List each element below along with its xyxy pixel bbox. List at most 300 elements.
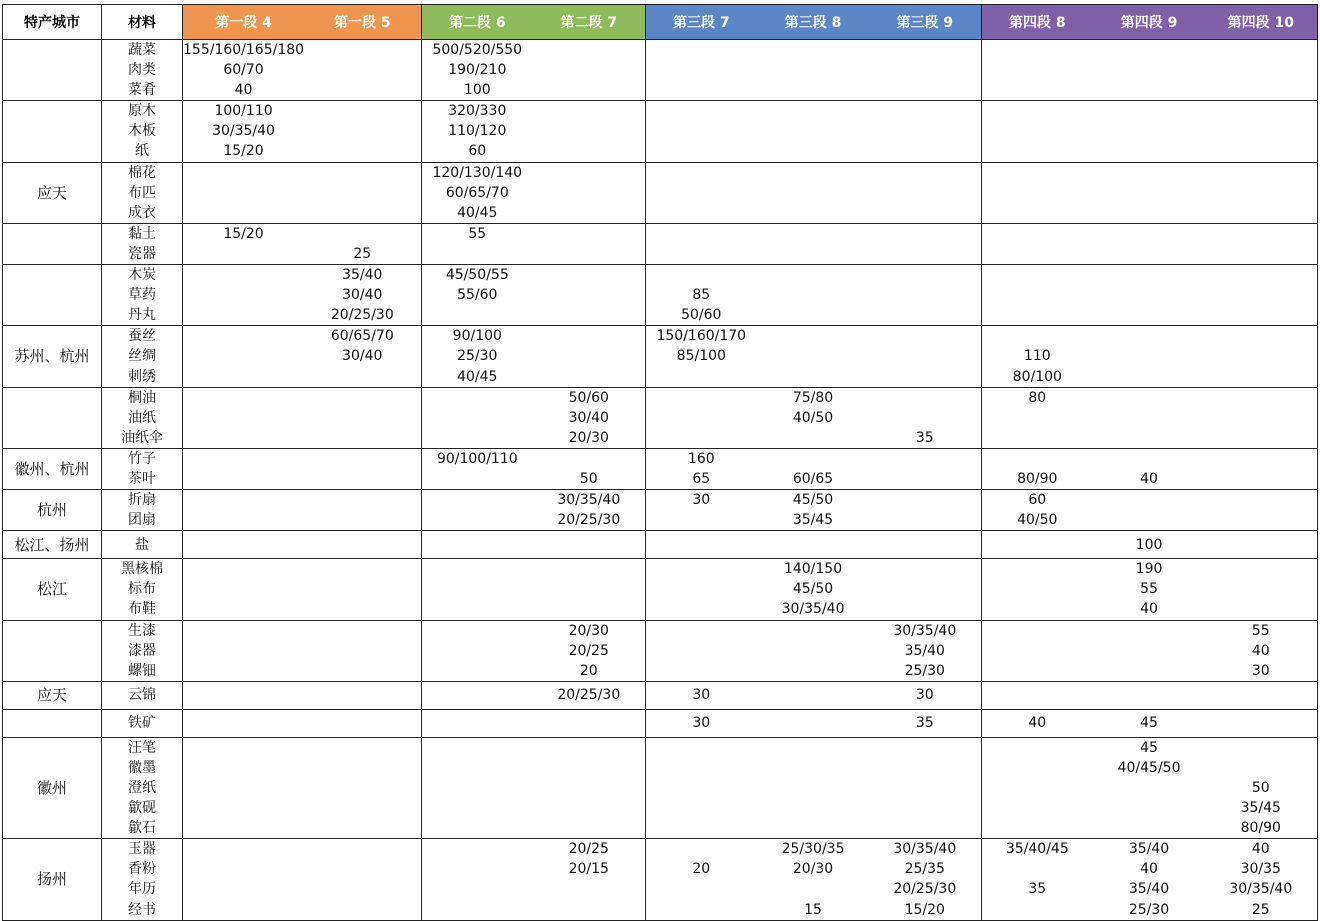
price-cell[interactable] (869, 40, 981, 101)
price-cell[interactable] (183, 101, 305, 162)
price-cell[interactable] (1093, 531, 1205, 559)
price-cell[interactable] (981, 387, 1093, 448)
price-value (304, 40, 421, 60)
price-cell[interactable] (533, 223, 645, 264)
price-cell[interactable] (645, 839, 757, 920)
price-cell[interactable] (757, 839, 869, 920)
price-cell[interactable] (869, 737, 981, 838)
price-cell[interactable] (645, 326, 757, 387)
city-cell[interactable]: 应天 (3, 681, 102, 709)
price-cell[interactable] (421, 162, 533, 223)
price-value: 500/520/550 (432, 42, 523, 58)
header-material[interactable]: 材料 (102, 5, 183, 40)
price-cell[interactable] (645, 101, 757, 162)
price-cell[interactable] (421, 101, 533, 162)
price-value: 25/30 (904, 662, 945, 679)
price-value (1205, 265, 1317, 285)
price-cell[interactable] (869, 681, 981, 709)
price-value (982, 661, 1094, 681)
price-cell[interactable] (869, 559, 981, 620)
price-value (982, 40, 1094, 60)
price-cell[interactable] (757, 223, 869, 264)
price-cell[interactable] (183, 531, 305, 559)
price-cell[interactable] (1093, 326, 1205, 387)
price-cell[interactable] (533, 709, 645, 737)
price-value: 35/45 (792, 512, 834, 529)
price-value (982, 408, 1094, 428)
price-cell[interactable] (1093, 681, 1205, 709)
price-value (183, 408, 304, 428)
price-value (422, 661, 534, 681)
price-value (869, 346, 981, 366)
price-value (304, 203, 421, 223)
price-value (1205, 285, 1317, 305)
price-value: 20/25/30 (557, 512, 621, 529)
price-cell[interactable] (421, 448, 533, 489)
price-cell[interactable] (421, 709, 533, 737)
price-value (304, 163, 421, 183)
price-cell[interactable] (757, 40, 869, 101)
price-value (422, 758, 534, 778)
price-value: 20/25 (568, 841, 609, 858)
price-cell[interactable] (533, 40, 645, 101)
price-value: 100 (463, 82, 491, 99)
price-value: 90/100/110 (436, 450, 518, 467)
price-cell[interactable] (869, 490, 981, 531)
material-cell[interactable] (102, 709, 183, 737)
price-value (304, 224, 421, 244)
price-cell[interactable] (421, 326, 533, 387)
price-cell[interactable] (421, 490, 533, 531)
price-cell[interactable] (1205, 737, 1317, 838)
price-cell[interactable] (533, 559, 645, 620)
price-cell[interactable] (645, 681, 757, 709)
price-cell[interactable] (981, 40, 1093, 101)
price-cell[interactable] (1093, 559, 1205, 620)
price-cell[interactable] (1093, 162, 1205, 223)
city-cell[interactable]: 松江、扬州 (3, 531, 102, 559)
header-stage[interactable]: 第一段 5 (304, 5, 421, 40)
price-value (533, 798, 645, 818)
price-value (183, 428, 304, 448)
price-value (422, 839, 534, 859)
price-cell[interactable] (183, 223, 305, 264)
header-stage[interactable]: 第四段 10 (1205, 5, 1317, 40)
price-value: 15/20 (904, 901, 945, 918)
price-value (1093, 305, 1205, 325)
price-value (869, 798, 981, 818)
price-cell[interactable] (645, 737, 757, 838)
price-value (422, 713, 534, 733)
price-cell[interactable] (869, 531, 981, 559)
material-cell[interactable] (102, 490, 183, 531)
price-cell[interactable] (304, 40, 421, 101)
price-value (183, 798, 304, 818)
price-value: 20/25/30 (557, 687, 621, 704)
price-value (1205, 326, 1317, 346)
price-cell[interactable] (183, 709, 305, 737)
material-cell[interactable] (102, 223, 183, 264)
price-value (646, 621, 758, 641)
price-value (982, 305, 1094, 325)
price-cell[interactable] (1205, 839, 1317, 920)
price-cell[interactable] (421, 839, 533, 920)
price-cell[interactable] (981, 162, 1093, 223)
price-value (869, 490, 981, 510)
price-cell[interactable] (304, 387, 421, 448)
price-cell[interactable] (304, 681, 421, 709)
price-cell[interactable] (304, 559, 421, 620)
price-cell[interactable] (304, 709, 421, 737)
price-value: 40/45 (457, 204, 498, 221)
material-cell[interactable] (102, 737, 183, 838)
price-value: 55 (468, 225, 487, 242)
price-value (1205, 346, 1317, 366)
price-cell[interactable] (421, 265, 533, 326)
price-cell[interactable] (304, 737, 421, 838)
price-cell[interactable] (1093, 737, 1205, 838)
price-value (869, 265, 981, 285)
city-cell[interactable]: 杭州 (3, 490, 102, 531)
price-cell[interactable] (1205, 620, 1317, 681)
price-value (533, 40, 645, 60)
city-cell[interactable]: 扬州 (3, 839, 102, 920)
price-cell[interactable] (1093, 223, 1205, 264)
city-cell[interactable] (3, 223, 102, 264)
price-value (533, 599, 645, 619)
price-value: 110 (1023, 348, 1051, 365)
price-cell[interactable] (645, 448, 757, 489)
price-cell[interactable] (981, 709, 1093, 737)
price-value: 30/40 (342, 348, 383, 365)
price-value: 30/40 (342, 287, 383, 304)
table-row (3, 265, 1318, 326)
price-cell[interactable] (1093, 40, 1205, 101)
price-value (982, 798, 1094, 818)
city-cell[interactable] (3, 265, 102, 326)
price-cell[interactable] (533, 387, 645, 448)
price-cell[interactable] (1205, 265, 1317, 326)
header-stage[interactable]: 第二段 6 (421, 5, 533, 40)
price-value: 30/35/40 (557, 492, 621, 509)
price-cell[interactable] (869, 265, 981, 326)
price-cell[interactable] (981, 448, 1093, 489)
price-cell[interactable] (981, 737, 1093, 838)
price-cell[interactable] (757, 531, 869, 559)
price-value (183, 535, 304, 555)
price-cell[interactable] (1093, 620, 1205, 681)
price-cell[interactable] (304, 620, 421, 681)
material-name: 茶叶 (128, 470, 156, 487)
material-name: 年历 (128, 881, 156, 898)
city-cell[interactable]: 苏州、杭州 (3, 326, 102, 387)
price-cell[interactable] (757, 101, 869, 162)
price-cell[interactable] (533, 162, 645, 223)
price-value (982, 428, 1094, 448)
material-cell[interactable] (102, 448, 183, 489)
price-value (982, 738, 1094, 758)
price-value (869, 60, 981, 80)
price-cell[interactable] (421, 387, 533, 448)
price-cell[interactable] (757, 559, 869, 620)
price-cell[interactable] (1093, 490, 1205, 531)
price-value (1093, 244, 1205, 264)
price-cell[interactable] (757, 265, 869, 326)
price-cell[interactable] (757, 681, 869, 709)
price-value (869, 758, 981, 778)
price-value: 50/60 (568, 389, 609, 406)
price-value (533, 285, 645, 305)
price-cell[interactable] (981, 265, 1093, 326)
price-cell[interactable] (645, 559, 757, 620)
price-value: 15/20 (223, 143, 264, 160)
price-cell[interactable] (183, 448, 305, 489)
price-value (646, 80, 758, 100)
price-cell[interactable] (533, 531, 645, 559)
price-cell[interactable] (981, 559, 1093, 620)
price-cell[interactable] (869, 448, 981, 489)
city-cell[interactable] (3, 387, 102, 448)
price-cell[interactable] (869, 620, 981, 681)
price-cell[interactable] (1205, 681, 1317, 709)
price-cell[interactable] (183, 559, 305, 620)
price-value (422, 621, 534, 641)
price-cell[interactable] (869, 162, 981, 223)
price-cell[interactable] (645, 490, 757, 531)
price-cell[interactable] (869, 709, 981, 737)
price-cell[interactable] (421, 531, 533, 559)
price-cell[interactable] (645, 265, 757, 326)
price-cell[interactable] (1205, 559, 1317, 620)
price-cell[interactable] (981, 681, 1093, 709)
price-cell[interactable] (421, 620, 533, 681)
price-cell[interactable] (533, 737, 645, 838)
price-cell[interactable] (533, 326, 645, 387)
city-cell[interactable]: 徽州 (3, 737, 102, 838)
material-name: 成衣 (128, 204, 156, 221)
price-value (533, 579, 645, 599)
price-value (982, 224, 1094, 244)
material-cell[interactable] (102, 40, 183, 101)
price-cell[interactable] (183, 737, 305, 838)
price-value (757, 641, 869, 661)
price-cell[interactable] (533, 490, 645, 531)
price-value (304, 101, 421, 121)
price-cell[interactable] (981, 101, 1093, 162)
price-cell[interactable] (183, 40, 305, 101)
city-cell[interactable]: 徽州、杭州 (3, 448, 102, 489)
city-cell[interactable]: 应天 (3, 162, 102, 223)
price-value: 60 (1028, 492, 1047, 509)
price-cell[interactable] (421, 681, 533, 709)
price-value (183, 469, 304, 489)
price-cell[interactable] (183, 839, 305, 920)
price-value (183, 305, 304, 325)
price-cell[interactable] (304, 490, 421, 531)
material-cell[interactable] (102, 101, 183, 162)
price-cell[interactable] (1205, 531, 1317, 559)
price-cell[interactable] (1093, 265, 1205, 326)
price-cell[interactable] (645, 620, 757, 681)
material-cell[interactable] (102, 531, 183, 559)
price-value (533, 346, 645, 366)
price-cell[interactable] (183, 162, 305, 223)
price-cell[interactable] (1093, 839, 1205, 920)
header-stage[interactable]: 第三段 9 (869, 5, 981, 40)
price-cell[interactable] (533, 265, 645, 326)
price-value (757, 738, 869, 758)
header-stage[interactable]: 第二段 7 (533, 5, 645, 40)
price-cell[interactable] (533, 681, 645, 709)
price-cell[interactable] (533, 620, 645, 681)
material-name: 丝绸 (128, 348, 156, 365)
price-value (183, 490, 304, 510)
price-cell[interactable] (304, 223, 421, 264)
material-cell[interactable] (102, 162, 183, 223)
price-cell[interactable] (533, 839, 645, 920)
price-cell[interactable] (869, 101, 981, 162)
price-value (422, 490, 534, 510)
price-cell[interactable] (757, 162, 869, 223)
price-cell[interactable] (757, 737, 869, 838)
price-cell[interactable] (1205, 40, 1317, 101)
price-cell[interactable] (645, 40, 757, 101)
price-cell[interactable] (1205, 326, 1317, 387)
price-cell[interactable] (981, 490, 1093, 531)
price-cell[interactable] (981, 223, 1093, 264)
price-cell[interactable] (1093, 387, 1205, 448)
price-cell[interactable] (869, 326, 981, 387)
price-cell[interactable] (757, 620, 869, 681)
header-stage[interactable]: 第四段 8 (981, 5, 1093, 40)
price-cell[interactable] (645, 223, 757, 264)
price-cell[interactable] (981, 531, 1093, 559)
price-value (1093, 121, 1205, 141)
price-cell[interactable] (981, 326, 1093, 387)
table-row (3, 223, 1318, 264)
price-cell[interactable] (1205, 448, 1317, 489)
price-value: 45/50/55 (445, 267, 509, 284)
price-cell[interactable] (304, 448, 421, 489)
price-cell[interactable] (183, 326, 305, 387)
price-cell[interactable] (981, 620, 1093, 681)
price-cell[interactable] (757, 490, 869, 531)
price-cell[interactable] (757, 387, 869, 448)
city-cell[interactable] (3, 101, 102, 162)
price-cell[interactable] (757, 326, 869, 387)
price-value (869, 388, 981, 408)
material-cell[interactable] (102, 620, 183, 681)
price-value: 60 (468, 143, 487, 160)
material-name: 云锦 (128, 687, 156, 704)
price-cell[interactable] (304, 326, 421, 387)
header-stage[interactable]: 第四段 9 (1093, 5, 1205, 40)
material-cell[interactable] (102, 387, 183, 448)
price-value: 35 (1028, 881, 1047, 898)
price-cell[interactable] (183, 265, 305, 326)
price-cell[interactable] (1205, 709, 1317, 737)
price-value (757, 758, 869, 778)
price-cell[interactable] (645, 162, 757, 223)
price-cell[interactable] (645, 387, 757, 448)
header-city[interactable]: 特产城市 (3, 5, 102, 40)
price-cell[interactable] (981, 839, 1093, 920)
price-cell[interactable] (869, 387, 981, 448)
material-cell[interactable] (102, 839, 183, 920)
material-cell[interactable] (102, 681, 183, 709)
price-cell[interactable] (645, 531, 757, 559)
price-cell[interactable] (183, 681, 305, 709)
material-name: 桐油 (128, 389, 156, 406)
price-cell[interactable] (1205, 223, 1317, 264)
price-cell[interactable] (645, 709, 757, 737)
price-value: 65 (692, 470, 711, 487)
city-cell[interactable] (3, 709, 102, 737)
header-stage[interactable]: 第三段 7 (645, 5, 757, 40)
city-cell[interactable] (3, 40, 102, 101)
price-value (982, 559, 1094, 579)
material-cell[interactable] (102, 326, 183, 387)
price-cell[interactable] (183, 620, 305, 681)
price-cell[interactable] (421, 40, 533, 101)
price-cell[interactable] (757, 448, 869, 489)
price-cell[interactable] (757, 709, 869, 737)
price-cell[interactable] (1205, 387, 1317, 448)
price-cell[interactable] (183, 387, 305, 448)
price-cell[interactable] (421, 223, 533, 264)
price-cell[interactable] (869, 839, 981, 920)
price-value (533, 738, 645, 758)
price-value (183, 367, 304, 387)
city-cell[interactable] (3, 620, 102, 681)
price-cell[interactable] (1093, 709, 1205, 737)
price-cell[interactable] (1205, 490, 1317, 531)
price-cell[interactable] (869, 223, 981, 264)
price-value (1093, 798, 1205, 818)
material-cell[interactable] (102, 559, 183, 620)
price-value (183, 839, 304, 859)
price-value: 80/90 (1017, 470, 1058, 487)
price-value (757, 661, 869, 681)
price-value: 30/35/40 (781, 601, 845, 618)
header-row (3, 5, 1318, 40)
material-name: 生漆 (128, 622, 156, 639)
price-cell[interactable] (304, 265, 421, 326)
price-value (304, 839, 421, 859)
price-cell[interactable] (183, 490, 305, 531)
price-cell[interactable] (304, 839, 421, 920)
price-value (869, 80, 981, 100)
price-cell[interactable] (421, 559, 533, 620)
price-value: 30/35/40 (212, 123, 275, 140)
city-cell[interactable]: 松江 (3, 559, 102, 620)
price-cell[interactable] (1205, 162, 1317, 223)
price-value (757, 224, 869, 244)
material-cell[interactable] (102, 265, 183, 326)
price-cell[interactable] (421, 737, 533, 838)
header-stage[interactable]: 第三段 8 (757, 5, 869, 40)
header-stage[interactable]: 第一段 4 (183, 5, 305, 40)
price-cell[interactable] (533, 448, 645, 489)
price-value (982, 326, 1094, 346)
price-cell[interactable] (1093, 101, 1205, 162)
price-cell[interactable] (304, 531, 421, 559)
price-cell[interactable] (533, 101, 645, 162)
price-cell[interactable] (304, 101, 421, 162)
price-cell[interactable] (1093, 448, 1205, 489)
price-cell[interactable] (1205, 101, 1317, 162)
price-cell[interactable] (304, 162, 421, 223)
